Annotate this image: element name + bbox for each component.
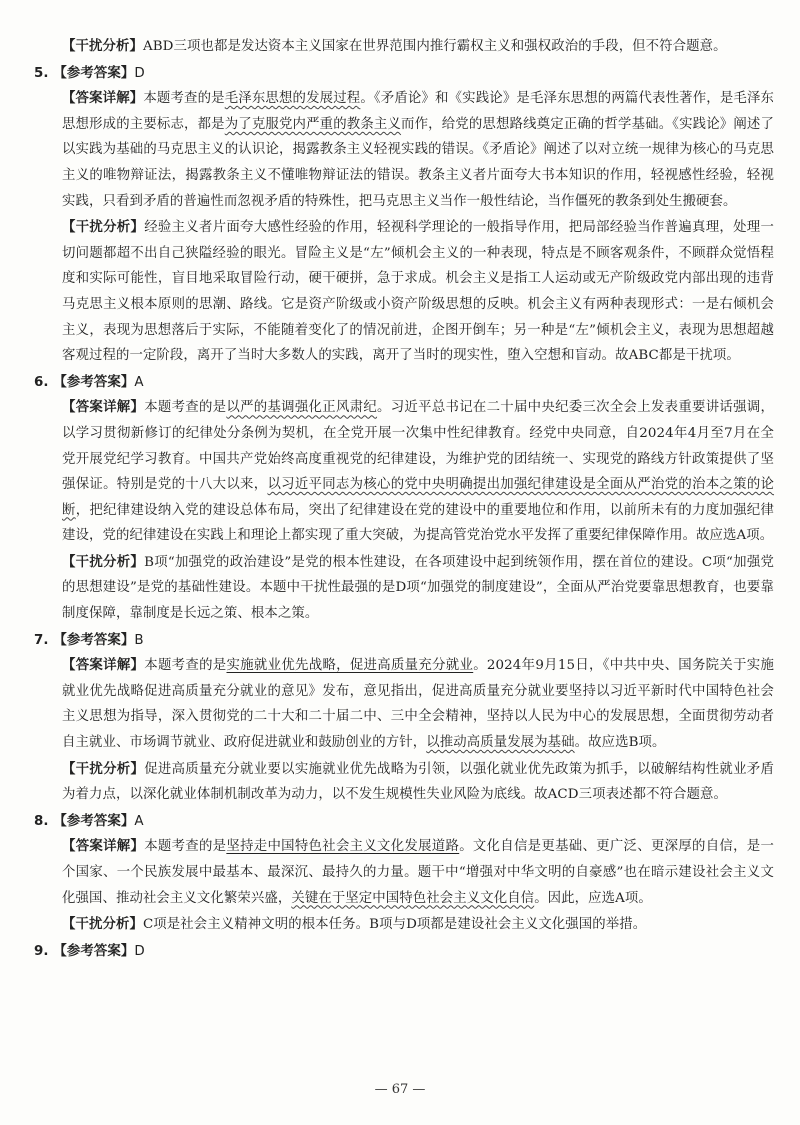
q7-detail-paragraph bbox=[62, 653, 774, 755]
analysis-text: 促进高质量充分就业要以实施就业优先战略为引领，以强化就业优先政策为抓手，以破解结构性就业矛盾为着力点，以深化就业体制机制改革为动力，以不发生规模性失业风险为底线。故ACD三项表述都不符合题意。 bbox=[62, 761, 774, 803]
analysis-text: C项是社会主义精神文明的根本任务。B项与D项都是建设社会主义文化强国的举措。 bbox=[142, 917, 647, 933]
q8-analysis-paragraph bbox=[62, 912, 774, 938]
answer-tag: 【参考答案】 bbox=[53, 943, 135, 959]
detail-text: 。2024年9月15日，《中共中央、国务院关于实施就业优先战略促进高质量充分就业的意见》发布，意见指出，促进高质量充分就业要坚持以习近平新时代中国特色社会主义思想为指导，深入贯彻党的二十大和二十届二中、三中全会精神，坚持以人民为中心的发展思想，全面贯彻劳动者自主就业、市场调节就业、政府促进就业和鼓励创业的方针， bbox=[62, 658, 774, 751]
analysis-text: ABD三项也都是发达资本主义国家在世界范围内推行霸权主义和强权政治的手段，但不符合题意。 bbox=[142, 39, 727, 54]
answer-tag: 【参考答案】 bbox=[53, 813, 135, 829]
answer-letter: A bbox=[134, 374, 144, 390]
detail-text: 本题考查的是 bbox=[144, 400, 227, 416]
answer-letter: B bbox=[134, 632, 144, 648]
q6-analysis-paragraph bbox=[62, 550, 774, 627]
q6-answer-line bbox=[34, 370, 774, 396]
detail-text: 本题考查的是 bbox=[144, 658, 227, 674]
q7-answer-line bbox=[34, 628, 774, 654]
page-number: — 67 — bbox=[374, 1082, 426, 1097]
q8-answer-line bbox=[34, 809, 774, 835]
question-number: 7. bbox=[34, 632, 49, 648]
answer-letter: A bbox=[134, 813, 144, 829]
detail-text: 。故应选B项。 bbox=[574, 735, 666, 751]
key-point-underline: 以习近平同志为核心的党中央明确提出加强纪律建设是全面从严治党的治本之策的论断 bbox=[62, 477, 775, 518]
q9-answer-line bbox=[34, 939, 774, 965]
q5-detail-paragraph bbox=[62, 86, 774, 214]
q6-detail-paragraph bbox=[62, 395, 774, 549]
detail-text: 。文化自信是更基础、更广泛、更深厚的自信，是一个国家、一个民族发展中最基本、最深沉、最持久的力量。题干中“增强对中华文明的自豪感”也在暗示建设社会主义文化强国、推动社会主义文化繁荣兴盛， bbox=[62, 839, 774, 906]
detail-tag: 【答案详解】 bbox=[62, 658, 145, 674]
answer-tag: 【参考答案】 bbox=[53, 632, 135, 648]
question-number: 6. bbox=[34, 374, 49, 390]
detail-text: 。习近平总书记在二十届中央纪委三次全会上发表重要讲话强调，以学习贯彻新修订的纪律处分条例为契机，在全党开展一次集中性纪律教育。经党中央同意，自2024年4月至7月在全党开展党纪学习教育。中国共产党始终高度重视党的纪律建设，为维护党的团结统一、实现党的路线方针政策提供了坚强保证。特别是党的十八大以来， bbox=[62, 400, 774, 493]
detail-tag: 【答案详解】 bbox=[62, 839, 145, 855]
content-body bbox=[34, 34, 774, 964]
q5-answer-line bbox=[34, 61, 774, 87]
answer-tag: 【参考答案】 bbox=[53, 374, 135, 390]
analysis-tag: 【干扰分析】 bbox=[62, 220, 145, 236]
detail-text: 。因此，应选A项。 bbox=[534, 890, 652, 906]
key-point-underline: 为了克服党内严重的教条主义 bbox=[224, 116, 402, 132]
analysis-text: 经验主义者片面夸大感性经验的作用，轻视科学理论的一般指导作用，把局部经验当作普遍真理，处理一切问题都超不出自己狭隘经验的眼光。冒险主义是“左”倾机会主义的一种表现，特点是不顾客观条件，不顾群众觉悟程度和实际可能性，盲目地采取冒险行动，硬干硬拼，急于求成。机会主义是指工人运动或无产阶级政党内部出现的违背马克思主义根本原则的思潮、路线。它是资产阶级或小资产阶级思想的反映。机会主义有两种表现形式：一是右倾机会主义，表现为思想落后于实际，不能随着变化了的情况前进，企图开倒车；另一种是“左”倾机会主义，表现为思想超越客观过程的一定阶段，离开了当时大多数人的实践，离开了当时的现实性，堕入空想和盲动。故ABC都是干扰项。 bbox=[62, 220, 774, 364]
answer-letter: D bbox=[134, 65, 145, 81]
q7-analysis-paragraph bbox=[62, 757, 774, 808]
detail-text: 本题考查的是 bbox=[143, 91, 225, 107]
key-point-underline: 实施就业优先战略，促进高质量充分就业 bbox=[226, 658, 474, 674]
top-analysis-paragraph bbox=[62, 34, 774, 60]
analysis-tag: 【干扰分析】 bbox=[62, 39, 143, 54]
question-number: 5. bbox=[34, 65, 49, 81]
key-point-underline: 关键在于坚定中国特色社会主义文化自信 bbox=[291, 890, 535, 906]
analysis-tag: 【干扰分析】 bbox=[62, 761, 145, 777]
analysis-text: B项“加强党的政治建设”是党的根本性建设，在各项建设中起到统领作用，摆在首位的建设。C项“加强党的思想建设”是党的基础性建设。本题中干扰性最强的是D项“加强党的制度建设”，全面从严治党要靠思想教育，也要靠制度保障，靠制度是长远之策、根本之策。 bbox=[62, 554, 774, 622]
detail-tag: 【答案详解】 bbox=[62, 400, 145, 416]
key-point-underline: 毛泽东思想的发展过程 bbox=[224, 91, 361, 107]
key-point-underline: 以严的基调强化正风肃纪 bbox=[226, 400, 378, 416]
question-number: 9. bbox=[34, 943, 49, 959]
detail-text: ，把纪律建设纳入党的建设总体布局，突出了纪律建设在党的建设中的重要地位和作用，以前所未有的力度加强纪律建设，党的纪律建设在实践上和理论上都实现了重大突破，为提高管党治党水平发挥了重要纪律保障作用。故应选A项。 bbox=[62, 502, 774, 544]
detail-tag: 【答案详解】 bbox=[62, 91, 144, 107]
analysis-tag: 【干扰分析】 bbox=[62, 917, 143, 933]
detail-text: 而作，给党的思想路线奠定正确的哲学基础。《实践论》阐述了以实践为基础的马克思主义的认识论，揭露教条主义轻视实践的错误。《矛盾论》阐述了以对立统一规律为核心的马克思主义的唯物辩证法，揭露教条主义不懂唯物辩证法的错误。教条主义者片面夸大书本知识的作用，轻视感性经验，轻视实践，只看到矛盾的普遍性而忽视矛盾的特殊性，把马克思主义当作一般性结论，当作僵死的教条到处生搬硬套。 bbox=[62, 116, 774, 209]
q8-detail-paragraph bbox=[62, 834, 774, 911]
key-point-underline: 以推动高质量发展为基础 bbox=[426, 735, 575, 751]
q5-analysis-paragraph bbox=[62, 215, 774, 369]
analysis-tag: 【干扰分析】 bbox=[62, 554, 145, 570]
answer-letter: D bbox=[134, 943, 145, 959]
detail-text: 本题考查的是 bbox=[144, 839, 227, 855]
question-number: 8. bbox=[34, 813, 49, 829]
key-point-underline: 坚持走中国特色社会主义文化发展道路 bbox=[226, 839, 460, 855]
detail-text: 。《矛盾论》和《实践论》是毛泽东思想的两篇代表性著作，是毛泽东思想形成的主要标志，都是 bbox=[62, 91, 775, 132]
answer-tag: 【参考答案】 bbox=[53, 65, 135, 81]
